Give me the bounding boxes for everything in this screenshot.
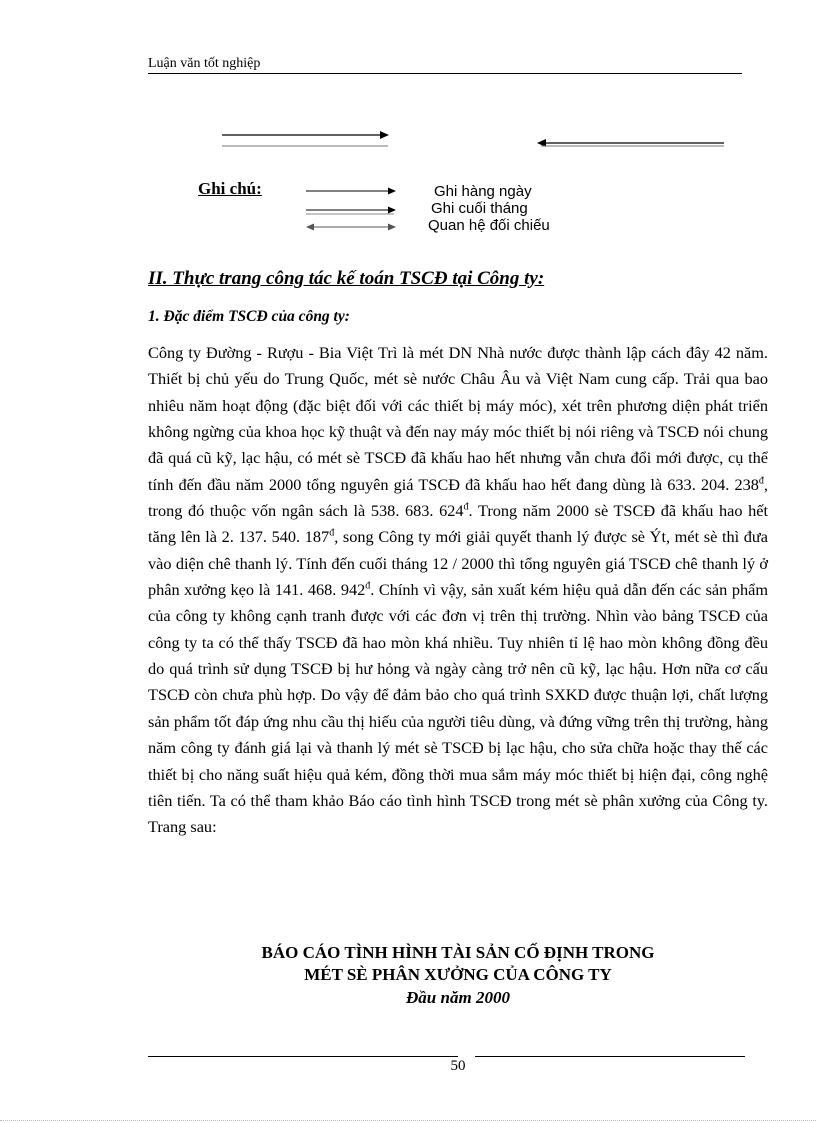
footer-rule xyxy=(148,1056,458,1057)
legend-arrow-daily xyxy=(306,188,396,195)
footer-rule-right xyxy=(475,1056,745,1057)
subsection-title: 1. Đặc điểm TSCĐ của công ty: xyxy=(148,308,350,325)
legend-arrow-monthly xyxy=(306,207,396,215)
section-title: II. Thực trang công tác kế toán TSCĐ tại Công ty: xyxy=(148,268,545,289)
currency-mark: đ xyxy=(365,580,371,592)
arrow-right-top xyxy=(222,131,389,146)
currency-mark: đ xyxy=(758,475,764,487)
running-header: Luận văn tốt nghiệp xyxy=(148,56,261,71)
report-title-line1: BÁO CÁO TÌNH HÌNH TÀI SẢN CỐ ĐỊNH TRONG xyxy=(261,943,655,962)
legend-arrow-reconcile xyxy=(306,224,396,231)
currency-mark: đ xyxy=(329,527,335,539)
legend-item-daily: Ghi hàng ngày xyxy=(434,183,532,200)
report-title-line3: Đầu năm 2000 xyxy=(406,988,510,1007)
legend-item-reconcile: Quan hệ đối chiếu xyxy=(428,217,550,234)
flow-arrows-diagram xyxy=(0,0,816,260)
body-paragraph: Công ty Đường - Rượu - Bia Việt Trì là mét DN Nhà nước được thành lập cách đây 42 năm. Thiết bị chủ yếu do Trung Quốc, mét sè nước Châu Âu và Việt Nam cung cấp. Trải qua bao nhiêu năm hoạt động (đặc biệt đối với các thiết bị máy móc), xét trên phương diện phát triển không ngừng của khoa học kỹ thuật và đến nay máy móc thiết bị nói riêng và TSCĐ nói chung đã quá cũ kỹ, lạc hậu, có mét sè TSCĐ đã khấu hao hết nhưng vẫn chưa đổi mới được, cụ thể tính đến đầu năm 2000 tổng nguyên giá TSCĐ đã khấu hao hết đang dùng là 633. 204. $238^đ$, trong đó thuộc vốn ngân sách là 538. 683. $624^đ$. Trong năm 2000 sè TSCĐ đã khấu hao hết tăng lên là 2. 137. 540. $187^đ$, song Công ty mới giải quyết thanh lý được sè Ýt, mét sè thì đưa vào diện chê thanh lý. Tính đến cuối tháng 12 / 2000 thì tổng nguyên giá TSCĐ chê thanh lý ở phân xưởng kẹo là 141. 468. $942^đ$. Chính vì vậy, sản xuất kém hiệu quả dẫn đến các sản phẩm của công ty không cạnh tranh được với các đơn vị trên thị trường. Nhìn vào bảng TSCĐ của công ty ta có thể thấy TSCĐ đã hao mòn khá nhiều. Tuy nhiên tỉ lệ hao mòn không đồng đều do quá trình sử dụng TSCĐ bị hư hỏng và ngày càng trở nên cũ kỹ, lạc hậu. Hơn nữa cơ cấu TSCĐ còn chưa phù hợp. Do vậy để đảm bảo cho quá trình SXKD được thuận lợi, chất lượng sản phẩm tốt đáp ứng nhu cầu thị hiếu của người tiêu dùng, và đứng vững trên thị trường, hàng năm công ty đánh giá lại và thanh lý mét sè TSCĐ bị lạc hậu, cho sửa chữa hoặc thay thế các thiết bị cho năng suất hiệu quả kém, đồng thời mua sắm máy móc thiết bị hiện đại, công nghệ tiên tiến. Ta có thể tham khảo Báo cáo tình hình TSCĐ trong mét sè phân xưởng của Công ty. Trang sau: xyxy=(148,343,768,837)
page-break-rule xyxy=(0,1120,816,1121)
legend-label: Ghi chú: xyxy=(198,179,262,198)
legend-item-monthly: Ghi cuối tháng xyxy=(431,200,528,217)
arrow-left-top xyxy=(537,139,724,147)
currency-mark: đ xyxy=(463,501,469,513)
report-title-line2: MÉT SÈ PHÂN XƯỞNG CỦA CÔNG TY xyxy=(304,965,612,984)
page-number: 50 xyxy=(450,1058,466,1074)
